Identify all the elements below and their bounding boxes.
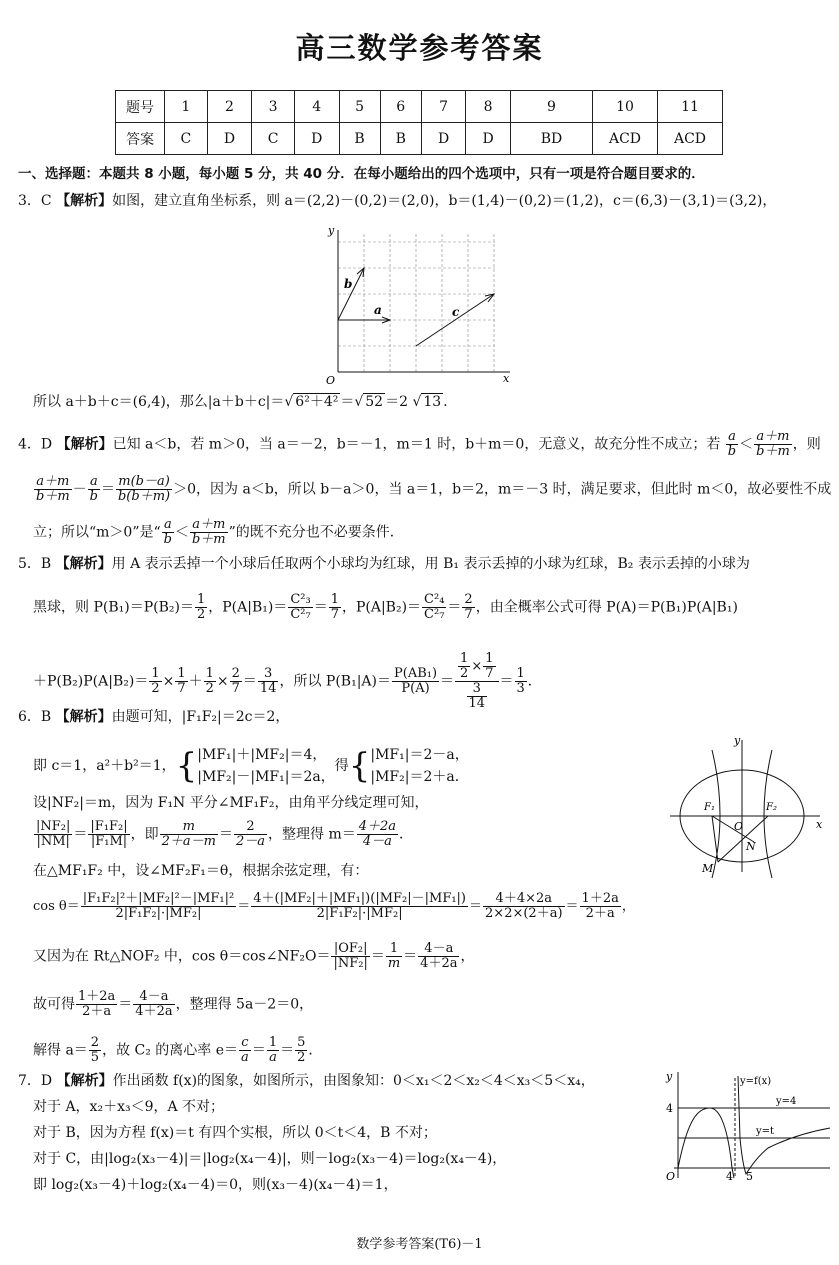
q6-line-2: 即 c＝1，a²＋b²＝1，{|MF₁|＋|MF₂|＝4， |MF₂|－|MF₁|＝2a，得{|MF₁|＝2－a， |MF₂|＝2＋a． bbox=[33, 746, 469, 786]
q7-fig-fx-label: y=f(x) bbox=[740, 1076, 772, 1087]
text-span: ＝ bbox=[499, 673, 514, 690]
q7-fig-y-label: y bbox=[666, 1070, 673, 1083]
q5-tag: 5．B bbox=[18, 556, 52, 572]
table-cell: 6 bbox=[380, 91, 421, 123]
text-span: 得 bbox=[334, 758, 349, 774]
q3-fig-c-label: c bbox=[452, 305, 460, 319]
table-cell: 2 bbox=[207, 91, 252, 123]
q4-tag: 4．D bbox=[18, 436, 53, 453]
q6-fig-n-label: N bbox=[746, 840, 756, 853]
q7-line-1 bbox=[18, 1072, 595, 1091]
fraction: $\frac{2}{7}$ bbox=[231, 666, 240, 696]
q6-fig-x-label: x bbox=[816, 818, 823, 831]
q6-line-4: $\frac{\text{|NF₂|}}{|NM|}$ ＝ $\frac{\text{|F₁F₂|}}{\text{|F₁M|}}$ ，即 $\frac{m}{2+a-m}$ ＝ $\frac{2}{2-a}$ ，整理得 m＝ $\frac{4+2a}{4-a}$ ． bbox=[36, 819, 414, 849]
page-title: 高三数学参考答案 bbox=[295, 31, 544, 65]
q6-line-9: 解得 a＝ $\frac{2}{5}$ ，故 C₂ 的离心率 e＝ $\frac{c}{a}$ ＝ $\frac{1}{a}$ ＝ $\frac{5}{2}$ ． bbox=[33, 1035, 323, 1065]
q7-fig-yt-label: y=t bbox=[756, 1126, 775, 1137]
q7-tag: 7．D bbox=[18, 1073, 53, 1089]
q6-line-8: 故可得 $\frac{1+2a}{2+a}$ ＝ $\frac{4-a}{4+2a}$ ，整理得 5a－2＝0， bbox=[33, 989, 314, 1019]
table-row bbox=[116, 123, 723, 155]
q5-line-3 bbox=[33, 652, 542, 711]
q6-line-1 bbox=[18, 708, 289, 727]
fraction: $\frac{\text{C²₃}}{\text{C²₇}}$ bbox=[290, 592, 311, 622]
text-span: ＝ bbox=[340, 394, 355, 410]
text-span: － bbox=[72, 481, 87, 498]
fraction: $\frac{a+m}{b+m}$ bbox=[191, 517, 226, 547]
fraction: $\frac{2}{7}$ bbox=[464, 592, 473, 622]
text-span: ＝ bbox=[100, 481, 115, 498]
table-cell: 7 bbox=[421, 91, 466, 123]
table-cell: 1 bbox=[165, 91, 208, 123]
q6-jiexi: 【解析】 bbox=[55, 709, 112, 725]
fraction: $\frac{4+2a}{4-a}$ bbox=[358, 819, 397, 849]
fraction: $\frac{m}{2+a-m}$ bbox=[161, 819, 216, 849]
q3-fig-a-label: a bbox=[374, 303, 382, 317]
q3-fig-b-label: b bbox=[344, 277, 353, 291]
fraction: $\frac{a}{b}$ bbox=[89, 474, 98, 504]
table-cell: B bbox=[380, 123, 421, 155]
text-span: ＝ bbox=[313, 599, 328, 616]
q7-fig-y4-label: y=4 bbox=[776, 1096, 797, 1107]
fraction: $\frac{a+m}{b+m}$ bbox=[36, 474, 70, 504]
q3-conclusion: 所以 a＋b＋c＝(6,4)，那么|a＋b＋c|＝√ 6²＋4² ＝√ 52 ＝2 √ 13 ． bbox=[33, 394, 458, 410]
fraction: $\frac{5}{2}$ bbox=[297, 1035, 306, 1065]
radicand: 6²＋4² bbox=[295, 394, 339, 410]
fraction: $\frac{4-a}{4+2a}$ bbox=[420, 941, 458, 971]
text-span: ，P(A|B₂)＝ bbox=[341, 599, 422, 616]
q3-fig-origin-label: O bbox=[326, 374, 336, 387]
table-cell: D bbox=[294, 123, 339, 155]
q5-line-1 bbox=[18, 555, 750, 574]
fraction: $\frac{2}{5}$ bbox=[90, 1035, 100, 1065]
fraction: $\frac{\text{|OF₂|}}{\text{|NF₂|}}$ bbox=[333, 941, 368, 971]
text-span: ＝ bbox=[447, 599, 462, 616]
text-span: 又因为在 Rt△NOF₂ 中，cos θ＝cos∠NF₂O＝ bbox=[33, 948, 331, 965]
text-span: 用 A 表示丢掉一个小球后任取两个小球均为红球，用 B₁ 表示丢掉的小球为红球，B₂ 表示丢掉的小球为 bbox=[111, 556, 750, 572]
text-span: ，P(A|B₁)＝ bbox=[208, 599, 288, 616]
table-cell: D bbox=[421, 123, 466, 155]
fraction: $\frac{m(b-a)}{b(b+m)}$ bbox=[117, 474, 171, 504]
fraction: $\frac{\text{|NF₂|}}{|NM|}$ bbox=[36, 819, 71, 849]
equation-system: |MF₁|＝2－a， |MF₂|＝2＋a． bbox=[370, 747, 469, 785]
q6-line-7: 又因为在 Rt△NOF₂ 中，cos θ＝cos∠NF₂O＝ $\frac{\text{|OF₂|}}{\text{|NF₂|}}$ ＝ $\frac{1}{m}$ ＝ $\frac{4-a}{4+2a}$ ， bbox=[33, 941, 475, 971]
text-span: ，即 bbox=[130, 826, 159, 843]
table-cell: 9 bbox=[510, 91, 592, 123]
table-cell: 3 bbox=[252, 91, 295, 123]
q3-tag: 3．C bbox=[18, 193, 52, 209]
q7-function-graph bbox=[658, 1068, 834, 1188]
q7-line-2: 对于 A，x₂＋x₃＜9，A 不对； bbox=[33, 1099, 225, 1115]
text-span: × bbox=[162, 673, 175, 690]
text-span: ＝ bbox=[440, 673, 455, 690]
q6-tag: 6．B bbox=[18, 709, 52, 725]
compound-fraction: $\frac{1}{2}$ × $\frac{1}{7}$ $\frac{3}{14}$ bbox=[455, 652, 498, 711]
q7-fig-origin-label: O bbox=[666, 1170, 676, 1183]
q7-fig-x5-tick: 5 bbox=[746, 1170, 753, 1183]
fraction: $\frac{c}{a}$ bbox=[241, 1035, 249, 1065]
section-heading: 一、选择题：本题共 8 小题，每小题 5 分，共 40 分．在每小题给出的四个选项中，只有一项是符合题目要求的． bbox=[18, 166, 705, 182]
text-span: ，故 C₂ 的离心率 e＝ bbox=[102, 1042, 239, 1059]
q3-line bbox=[18, 192, 776, 211]
text-span: ＝2 bbox=[385, 394, 409, 410]
q7-line-5: 即 log₂(x₃－4)＋log₂(x₄－4)＝0，则(x₃－4)(x₄－4)＝1， bbox=[33, 1177, 398, 1193]
q5-line-2 bbox=[33, 593, 738, 622]
text-span: ，整理得 m＝ bbox=[268, 826, 356, 843]
equation-system: |MF₁|＋|MF₂|＝4， |MF₂|－|MF₁|＝2a， bbox=[197, 747, 335, 785]
table-header-cell: 题号 bbox=[116, 91, 165, 123]
fraction: $\frac{\text{|F₁F₂|}}{\text{|F₁M|}}$ bbox=[90, 819, 128, 849]
table-cell: 11 bbox=[658, 91, 723, 123]
q6-ellipse-hyperbola-figure bbox=[670, 732, 830, 882]
fraction: $\frac{\text{P(AB₁)}}{P(A)}$ bbox=[394, 666, 438, 696]
text-span: ，整理得 5a－2＝0， bbox=[175, 996, 314, 1013]
radicand: 52 bbox=[365, 394, 384, 410]
table-cell: 5 bbox=[339, 91, 380, 123]
radicand: 13 bbox=[423, 394, 442, 410]
fraction: $\frac{a}{b}$ bbox=[163, 517, 172, 547]
text-span: 解得 a＝ bbox=[33, 1042, 88, 1059]
fraction: $\frac{1}{2}$ bbox=[151, 666, 160, 696]
text-span: ＋ bbox=[188, 673, 203, 690]
q6-line-5: 在△MF₁F₂ 中，设∠MF₂F₁＝θ，根据余弦定理，有： bbox=[33, 863, 369, 879]
table-cell: ACD bbox=[658, 123, 723, 155]
text-span: 即 c＝1，a²＋b²＝1， bbox=[33, 758, 176, 774]
text-span: ． bbox=[443, 394, 458, 410]
q6-fig-y-label: y bbox=[734, 734, 741, 747]
table-cell: 8 bbox=[466, 91, 511, 123]
text-span: ，由全概率公式可得 P(A)＝P(B₁)P(A|B₁) bbox=[475, 599, 738, 616]
fraction: $\frac{1}{a}$ bbox=[268, 1035, 278, 1065]
table-row bbox=[116, 91, 723, 123]
answer-table bbox=[115, 90, 723, 155]
fraction: $\frac{1}{7}$ bbox=[330, 592, 339, 622]
q6-fig-f2-label: F₂ bbox=[766, 802, 777, 813]
text-span: 作出函数 f(x)的图象，如图所示，由图象知：0＜x₁＜2＜x₂＜4＜x₃＜5＜x₄， bbox=[112, 1073, 595, 1089]
text-span: 黑球，则 P(B₁)＝P(B₂)＝ bbox=[33, 599, 194, 616]
q7-jiexi: 【解析】 bbox=[56, 1073, 113, 1089]
q4-line-1 bbox=[18, 430, 821, 459]
q7-line-4: 对于 C，由|log₂(x₃－4)|＝|log₂(x₄－4)|，则－log₂(x₃－4)＝log₂(x₄－4)， bbox=[33, 1151, 507, 1167]
table-cell: B bbox=[339, 123, 380, 155]
q4-line-2 bbox=[33, 475, 831, 504]
text-span: 故可得 bbox=[33, 996, 75, 1013]
text-span: 所以 a＋b＋c＝(6,4)，那么|a＋b＋c|＝ bbox=[33, 394, 285, 410]
q7-fig-x4-tick: 4 bbox=[726, 1170, 733, 1183]
table-cell: 4 bbox=[294, 91, 339, 123]
text-span: 立；所以“m＞0”是“ bbox=[33, 524, 161, 541]
q6-line-6: cos θ＝ $\frac{\text{|F₁F₂|²＋|MF₂|²－|MF₁|²}}{\text{2|F₁F₂|·|MF₂|}}$ ＝ $\frac{\text{4＋(|MF₂|＋|MF₁|)(|MF₂|－|MF₁|)}}{\text{2|F₁F₂|·|MF₂|}}$ ＝ $\frac{4+4\times 2a}{2\times 2\times(2+a)}$ ＝ $\frac{1+2a}{2+a}$ ， bbox=[33, 891, 635, 921]
q4-jiexi: 【解析】 bbox=[56, 436, 113, 453]
fraction: $\frac{\text{4＋(|MF₂|＋|MF₁|)(|MF₂|－|MF₁|)}}{\text{2|F₁F₂|·|MF₂|}}$ bbox=[253, 891, 467, 921]
table-cell: D bbox=[207, 123, 252, 155]
table-cell: C bbox=[165, 123, 208, 155]
text-span: ． bbox=[308, 1042, 323, 1059]
fraction: $\frac{1+2a}{2+a}$ bbox=[78, 989, 116, 1019]
q7-line-3: 对于 B，因为方程 f(x)＝t 有四个实根，所以 0＜t＜4，B 不对； bbox=[33, 1125, 437, 1141]
q3-jiexi: 【解析】 bbox=[56, 193, 113, 209]
fraction: $\frac{4+4\times 2a}{2\times 2\times(2+a)}$ bbox=[485, 891, 563, 921]
q7-fig-four-tick: 4 bbox=[666, 1102, 673, 1115]
text-span: ”的既不充分也不必要条件． bbox=[228, 524, 404, 541]
fraction: $\frac{a+m}{b+m}$ bbox=[756, 429, 790, 459]
table-header-cell: 答案 bbox=[116, 123, 165, 155]
table-cell: D bbox=[466, 123, 511, 155]
page-footer: 数学参考答案(T6)－1 bbox=[356, 1237, 483, 1252]
table-cell: BD bbox=[510, 123, 592, 155]
text-span: ＜ bbox=[174, 524, 189, 541]
q3-fig-x-label: x bbox=[503, 372, 510, 385]
q3-fig-y-label: y bbox=[328, 224, 335, 237]
q6-fig-origin-label: O bbox=[734, 820, 744, 833]
q6-fig-m-label: M bbox=[702, 862, 714, 875]
fraction: $\frac{3}{14}$ bbox=[259, 666, 277, 696]
q6-line-3: 设|NF₂|＝m，因为 F₁N 平分∠MF₁F₂，由角平分线定理可知， bbox=[33, 795, 429, 811]
text-span: 由题可知，|F₁F₂|＝2c＝2， bbox=[111, 709, 290, 725]
fraction: $\frac{1}{3}$ bbox=[516, 666, 525, 696]
fraction: $\frac{1}{7}$ bbox=[177, 666, 186, 696]
q5-jiexi: 【解析】 bbox=[55, 556, 112, 572]
text-span: ＝ bbox=[242, 673, 257, 690]
text-span: 已知 a＜b，若 m＞0，当 a＝－2，b＝－1，m＝1 时，b＋m＝0，无意义，故充分性不成立；若 bbox=[112, 436, 721, 453]
fraction: $\frac{1}{2}$ bbox=[196, 592, 206, 622]
text-span: × bbox=[216, 673, 229, 690]
text-span: ＞0，因为 a＜b，所以 b－a＞0，当 a＝1，b＝2，m＝－3 时，满足要求，但此时 m＜0，故必要性不成 bbox=[173, 481, 832, 498]
fraction: $\frac{4-a}{4+2a}$ bbox=[135, 989, 173, 1019]
fraction: $\frac{\text{C²₄}}{\text{C²₇}}$ bbox=[424, 592, 445, 622]
text-span: cos θ＝ bbox=[33, 899, 80, 914]
fraction: $\frac{1}{2}$ bbox=[205, 666, 214, 696]
q3-vector-grid-figure bbox=[320, 222, 520, 387]
fraction: $\frac{2}{2-a}$ bbox=[235, 819, 265, 849]
fraction: $\frac{a}{b}$ bbox=[727, 429, 737, 459]
q6-fig-f1-label: F₁ bbox=[704, 802, 715, 813]
text-span: ＋P(B₂)P(A|B₂)＝ bbox=[33, 673, 149, 690]
fraction: $\frac{\text{|F₁F₂|²＋|MF₂|²－|MF₁|²}}{\text{2|F₁F₂|·|MF₂|}}$ bbox=[82, 891, 235, 921]
q3-text: 如图，建立直角坐标系，则 a＝(2,2)－(0,2)＝(2,0)，b＝(1,4)－(0,2)＝(1,2)，c＝(6,3)－(3,1)＝(3,2)， bbox=[112, 193, 777, 209]
table-cell: C bbox=[252, 123, 295, 155]
table-cell: 10 bbox=[593, 91, 658, 123]
text-span: ＜ bbox=[739, 436, 754, 453]
text-span: ，所以 P(B₁|A)＝ bbox=[279, 673, 391, 690]
text-span: ，则 bbox=[792, 436, 821, 453]
text-span: ． bbox=[399, 826, 414, 843]
fraction: $\frac{1}{m}$ bbox=[387, 941, 401, 971]
fraction: $\frac{1+2a}{2+a}$ bbox=[581, 891, 619, 921]
q4-line-3 bbox=[33, 518, 404, 547]
table-cell: ACD bbox=[593, 123, 658, 155]
text-span: ． bbox=[527, 673, 542, 690]
